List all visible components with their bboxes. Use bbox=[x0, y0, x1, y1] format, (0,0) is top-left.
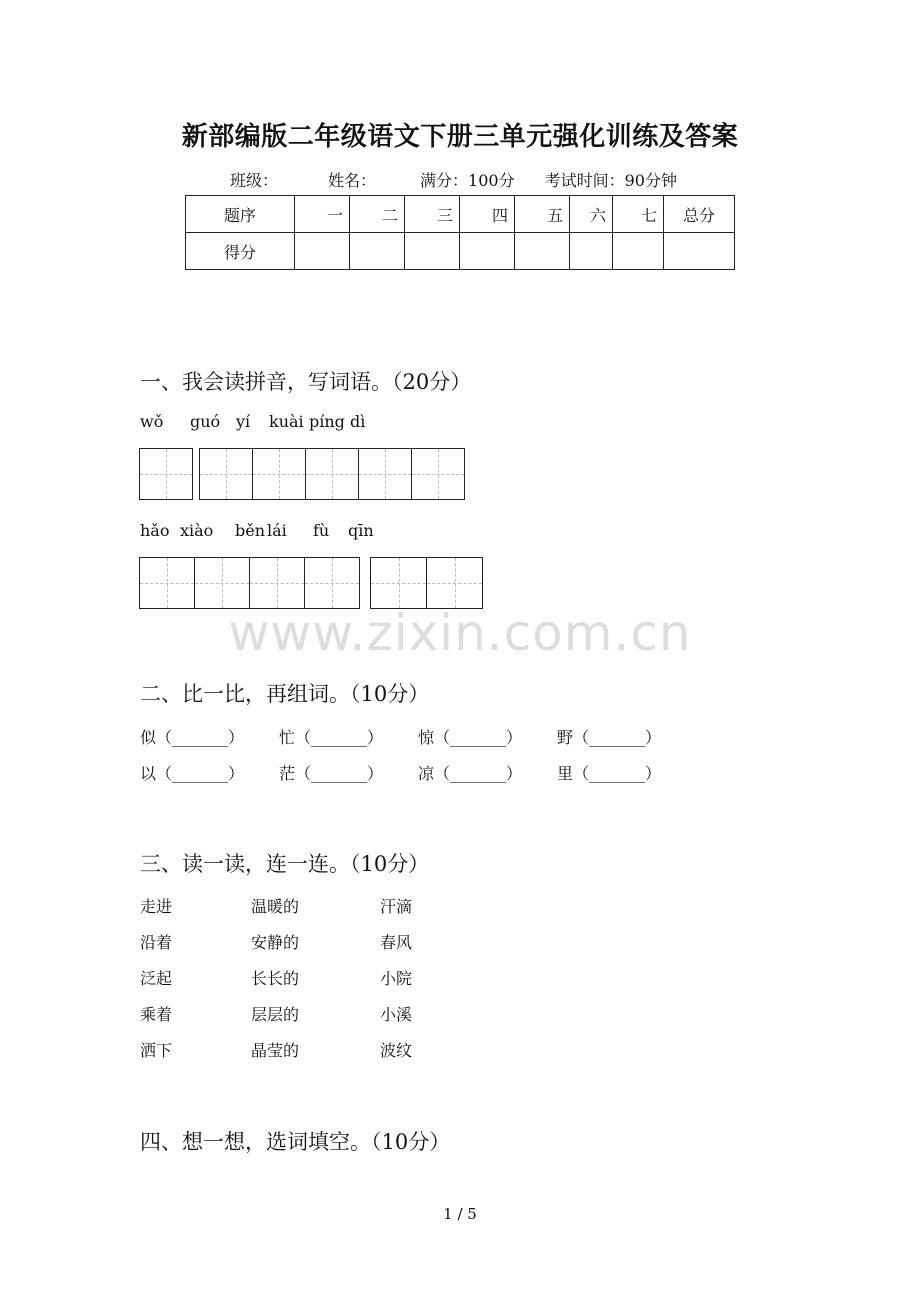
watermark: www.zixin.com.cn bbox=[228, 604, 692, 662]
writing-grid-word-2[interactable] bbox=[199, 448, 465, 500]
score-table-header-row bbox=[186, 196, 735, 233]
score-input-7[interactable] bbox=[613, 233, 664, 270]
section-3-title: 三、读一读，连一连。（10分） bbox=[140, 852, 430, 876]
writing-grid-word-3[interactable] bbox=[139, 557, 360, 609]
writing-cell[interactable] bbox=[139, 448, 193, 500]
compare-item[interactable]: 凉（_______） bbox=[418, 764, 523, 783]
score-input-1[interactable] bbox=[295, 233, 350, 270]
match-verb[interactable]: 泛起 bbox=[140, 969, 173, 988]
full-score: 满分：100分 bbox=[420, 171, 515, 190]
pinyin: kuài bbox=[269, 412, 304, 431]
pinyin: fù bbox=[313, 521, 330, 540]
match-adjective[interactable]: 温暖的 bbox=[251, 897, 300, 916]
writing-cell[interactable] bbox=[194, 557, 250, 609]
pinyin-row-1 bbox=[140, 412, 365, 431]
match-verb[interactable]: 乘着 bbox=[140, 1005, 173, 1024]
compare-item[interactable]: 野（_______） bbox=[557, 728, 662, 747]
pinyin-row-2 bbox=[140, 521, 374, 540]
score-table-col-2: 二 bbox=[350, 196, 405, 233]
writing-cell[interactable] bbox=[411, 448, 465, 500]
section-2-title: 二、比一比，再组词。（10分） bbox=[140, 682, 430, 706]
writing-cell[interactable] bbox=[304, 557, 360, 609]
pinyin: hǎo bbox=[140, 521, 170, 540]
pinyin: guó bbox=[190, 412, 221, 431]
compare-item[interactable]: 忙（_______） bbox=[279, 728, 384, 747]
class-label: 班级： bbox=[230, 171, 279, 190]
match-adjective[interactable]: 层层的 bbox=[251, 1005, 300, 1024]
score-table-col-6: 六 bbox=[570, 196, 613, 233]
score-table-header-label: 题序 bbox=[186, 196, 295, 233]
writing-cell[interactable] bbox=[199, 448, 253, 500]
writing-grid-word-1[interactable] bbox=[139, 448, 193, 500]
compare-item[interactable]: 茫（_______） bbox=[279, 764, 384, 783]
pinyin: yí bbox=[236, 412, 251, 431]
pinyin: běn bbox=[235, 521, 266, 540]
score-table-col-1: 一 bbox=[295, 196, 350, 233]
section-4-title: 四、想一想，选词填空。（10分） bbox=[140, 1130, 451, 1154]
pinyin: píng bbox=[309, 412, 345, 431]
compare-item[interactable]: 以（_______） bbox=[140, 764, 245, 783]
pinyin: lái bbox=[267, 521, 287, 540]
writing-cell[interactable] bbox=[305, 448, 359, 500]
match-noun[interactable]: 波纹 bbox=[380, 1041, 413, 1060]
score-table-col-total: 总分 bbox=[664, 196, 735, 233]
pinyin: wǒ bbox=[140, 412, 164, 431]
score-input-3[interactable] bbox=[405, 233, 460, 270]
score-table-col-5: 五 bbox=[515, 196, 570, 233]
writing-cell[interactable] bbox=[358, 448, 412, 500]
exam-time: 考试时间：90分钟 bbox=[544, 171, 677, 190]
score-input-5[interactable] bbox=[515, 233, 570, 270]
pinyin: qīn bbox=[348, 521, 374, 540]
pinyin: dì bbox=[350, 412, 366, 431]
writing-cell[interactable] bbox=[252, 448, 306, 500]
match-noun[interactable]: 小溪 bbox=[380, 1005, 413, 1024]
match-adjective[interactable]: 长长的 bbox=[251, 969, 300, 988]
compare-item[interactable]: 似（_______） bbox=[140, 728, 245, 747]
match-verb[interactable]: 洒下 bbox=[140, 1041, 173, 1060]
writing-cell[interactable] bbox=[249, 557, 305, 609]
match-noun[interactable]: 春风 bbox=[380, 933, 413, 952]
section-1-title: 一、我会读拼音，写词语。（20分） bbox=[140, 370, 472, 394]
score-input-6[interactable] bbox=[570, 233, 613, 270]
score-table-col-7: 七 bbox=[613, 196, 664, 233]
writing-grid-word-4[interactable] bbox=[370, 557, 483, 609]
score-input-4[interactable] bbox=[460, 233, 515, 270]
name-label: 姓名： bbox=[328, 171, 377, 190]
page-title: 新部编版二年级语文下册三单元强化训练及答案 bbox=[181, 122, 739, 152]
writing-cell[interactable] bbox=[139, 557, 195, 609]
score-table-score-row bbox=[186, 233, 735, 270]
match-verb[interactable]: 走进 bbox=[140, 897, 173, 916]
compare-item[interactable]: 惊（_______） bbox=[418, 728, 523, 747]
score-table-col-4: 四 bbox=[460, 196, 515, 233]
pinyin: xiào bbox=[180, 521, 214, 540]
score-input-total[interactable] bbox=[664, 233, 735, 270]
match-verb[interactable]: 沿着 bbox=[140, 933, 173, 952]
score-table-row-label: 得分 bbox=[186, 233, 295, 270]
match-adjective[interactable]: 晶莹的 bbox=[251, 1041, 300, 1060]
writing-cell[interactable] bbox=[426, 557, 483, 609]
compare-item[interactable]: 里（_______） bbox=[557, 764, 662, 783]
match-noun[interactable]: 汗滴 bbox=[380, 897, 413, 916]
score-table-col-3: 三 bbox=[405, 196, 460, 233]
exam-info bbox=[230, 168, 677, 191]
score-table bbox=[185, 195, 735, 270]
match-adjective[interactable]: 安静的 bbox=[251, 933, 300, 952]
page-number: 1 / 5 bbox=[443, 1205, 477, 1223]
writing-cell[interactable] bbox=[370, 557, 427, 609]
match-noun[interactable]: 小院 bbox=[380, 969, 413, 988]
score-input-2[interactable] bbox=[350, 233, 405, 270]
